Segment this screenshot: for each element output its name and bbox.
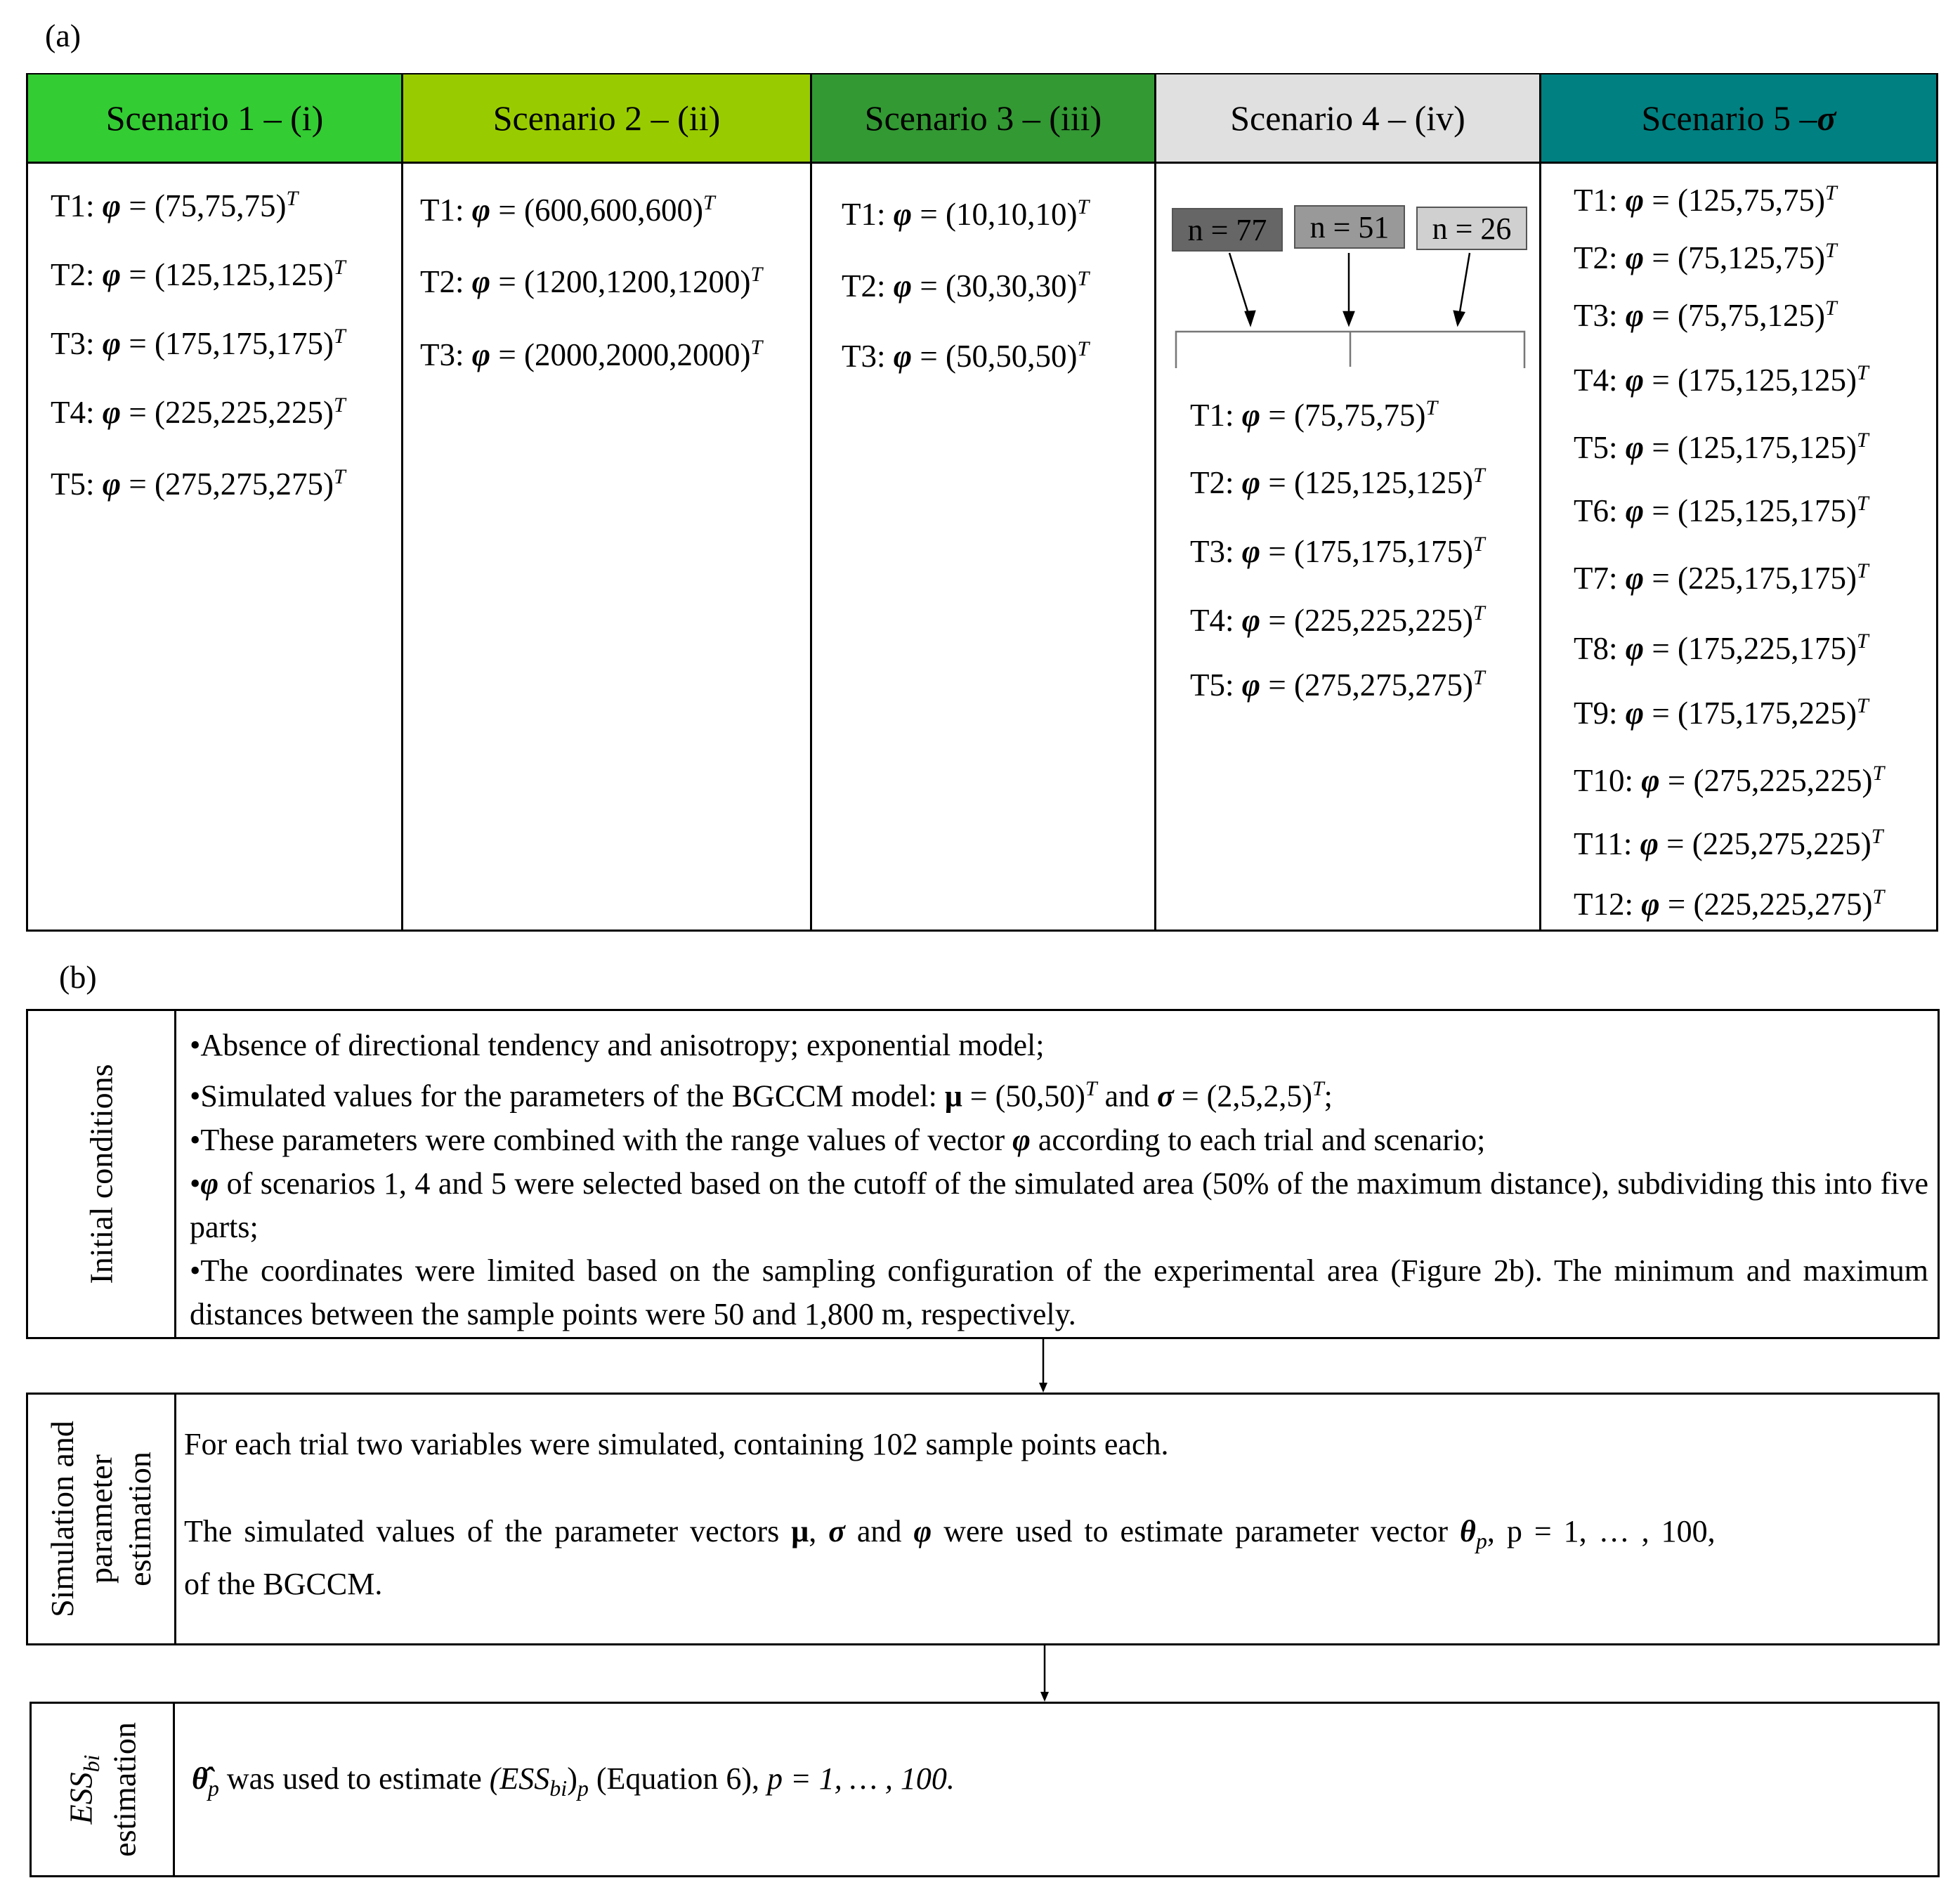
initial-conditions-title: Initial conditions <box>83 1064 119 1284</box>
sample-size-arrows <box>1156 246 1541 372</box>
scenario-5-trial-12: T12: $\varphi = (225,225,275)^T$ <box>1574 885 1885 922</box>
scenario-5-trial-4: T4: $\varphi = (175,125,125)^T$ <box>1574 361 1869 398</box>
scenario-5-trial-3: T3: $\varphi = (75,75,125)^T$ <box>1574 296 1837 333</box>
scenario-1-trial-4: T4: $\varphi = (225,225,225)^T$ <box>51 393 346 430</box>
scenario-5-trial-10: T10: $\varphi = (275,225,225)^T$ <box>1574 762 1885 798</box>
scenario-2-trial-1: T1: $\varphi = (600,600,600)^T$ <box>420 191 715 228</box>
scenario-5-column <box>1541 162 1936 930</box>
simulation-paragraph-1: For each trial two variables were simulated, containing 102 sample points each. <box>184 1427 1169 1461</box>
ess-paragraph: $\thetâ_p$ was used to estimate $(ESS_{bi})_p$ (Equation 6), p = 1, … , 100. <box>192 1761 955 1801</box>
initial-conditions-box <box>26 1009 1940 1339</box>
scenario-5-header: Scenario 5 – σ <box>1541 74 1936 162</box>
bracket <box>1176 332 1524 368</box>
initial-conditions-label-cell <box>28 1011 176 1337</box>
scenario-4-trial-2: T2: $\varphi = (125,125,125)^T$ <box>1190 464 1485 500</box>
scenario-3-trial-1: T1: $\varphi = (10,10,10)^T$ <box>842 195 1090 232</box>
scenario-4-trial-5: T5: $\varphi = (275,275,275)^T$ <box>1190 666 1485 703</box>
scenario-3-trial-3: T3: $\varphi = (50,50,50)^T$ <box>842 337 1090 374</box>
scenario-5-trial-9: T9: $\varphi = (175,175,225)^T$ <box>1574 694 1869 731</box>
scenario-1-trial-1: T1: $\varphi = (75,75,75)^T$ <box>51 187 299 223</box>
arrow-77 <box>1229 253 1250 320</box>
scenario-1-header: Scenario 1 – (i) <box>28 74 403 162</box>
bullet-4: •φ of scenarios 1, 4 and 5 were selected based on the cutoff of the simulated area (50% of the maximum distance), subdividing this into five parts; <box>190 1166 1928 1244</box>
simulation-label-cell <box>28 1395 176 1643</box>
scenario-1-trial-5: T5: $\varphi = (275,275,275)^T$ <box>51 465 346 502</box>
panel-b-label: (b) <box>59 959 97 995</box>
simulation-box <box>26 1393 1940 1645</box>
arrow-down-1 <box>1033 1339 1054 1395</box>
scenario-5-trial-5: T5: $\varphi = (125,175,125)^T$ <box>1574 429 1869 465</box>
ess-title: $ESS_{bi}$ estimation <box>63 1722 142 1857</box>
arrow-26 <box>1458 253 1470 320</box>
simulation-text <box>184 1423 1926 1606</box>
scenario-5-trial-8: T8: $\varphi = (175,225,175)^T$ <box>1574 630 1869 666</box>
scenario-4-trial-1: T1: $\varphi = (75,75,75)^T$ <box>1190 396 1438 433</box>
bullet-1: •Absence of directional tendency and anisotropy; exponential model; <box>190 1028 1045 1062</box>
simulation-paragraph-2-end: of the BGCCM. <box>184 1566 383 1601</box>
sample-size-51: n = 51 <box>1294 205 1405 249</box>
sample-size-26: n = 26 <box>1416 207 1527 250</box>
scenario-2-header: Scenario 2 – (ii) <box>403 74 812 162</box>
scenario-2-trial-3: T3: $\varphi = (2000,2000,2000)^T$ <box>420 336 763 372</box>
scenario-4-trial-3: T3: $\varphi = (175,175,175)^T$ <box>1190 533 1485 569</box>
scenario-1-trial-3: T3: $\varphi = (175,175,175)^T$ <box>51 325 346 361</box>
scenario-3-header: Scenario 3 – (iii) <box>812 74 1156 162</box>
arrow-down-2 <box>1034 1645 1055 1702</box>
scenario-5-trial-2: T2: $\varphi = (75,125,75)^T$ <box>1574 239 1837 275</box>
initial-conditions-text <box>190 1024 1928 1336</box>
simulation-paragraph-2: The simulated values of the parameter vectors μ, σ and φ were used to estimate parameter vector $\theta_p$, p = 1, … , 100, <box>184 1514 1716 1553</box>
scenario-5-trial-11: T11: $\varphi = (225,275,225)^T$ <box>1574 825 1883 861</box>
ess-label-cell <box>32 1704 175 1875</box>
scenario-3-trial-2: T2: $\varphi = (30,30,30)^T$ <box>842 267 1090 304</box>
ess-text <box>192 1757 1920 1810</box>
simulation-title: Simulation and parameter estimation <box>44 1421 158 1617</box>
bullet-2: •Simulated values for the parameters of the BGCCM model: $\mu = (50,50)^T$ and $\sigma = (2,5,2,5)^T$; <box>190 1077 1333 1114</box>
scenario-2-trial-2: T2: $\varphi = (1200,1200,1200)^T$ <box>420 263 763 299</box>
scenario-4-trial-4: T4: $\varphi = (225,225,225)^T$ <box>1190 601 1485 638</box>
ess-box <box>30 1702 1940 1877</box>
bullet-5: •The coordinates were limited based on the sampling configuration of the experimental area (Figure 2b). The minimum and maximum distances between the sample points were 50 and 1,800 m, respectively. <box>190 1253 1928 1331</box>
scenario-5-trial-6: T6: $\varphi = (125,125,175)^T$ <box>1574 492 1869 528</box>
sample-size-77: n = 77 <box>1172 208 1283 252</box>
scenario-4-header: Scenario 4 – (iv) <box>1156 74 1541 162</box>
scenario-5-trial-1: T1: $\varphi = (125,75,75)^T$ <box>1574 181 1837 218</box>
bullet-3: •These parameters were combined with the range values of vector φ according to each trial and scenario; <box>190 1122 1486 1157</box>
scenario-1-trial-2: T2: $\varphi = (125,125,125)^T$ <box>51 256 346 292</box>
panel-a-label: (a) <box>45 18 81 53</box>
scenario-5-trial-7: T7: $\varphi = (225,175,175)^T$ <box>1574 559 1869 596</box>
